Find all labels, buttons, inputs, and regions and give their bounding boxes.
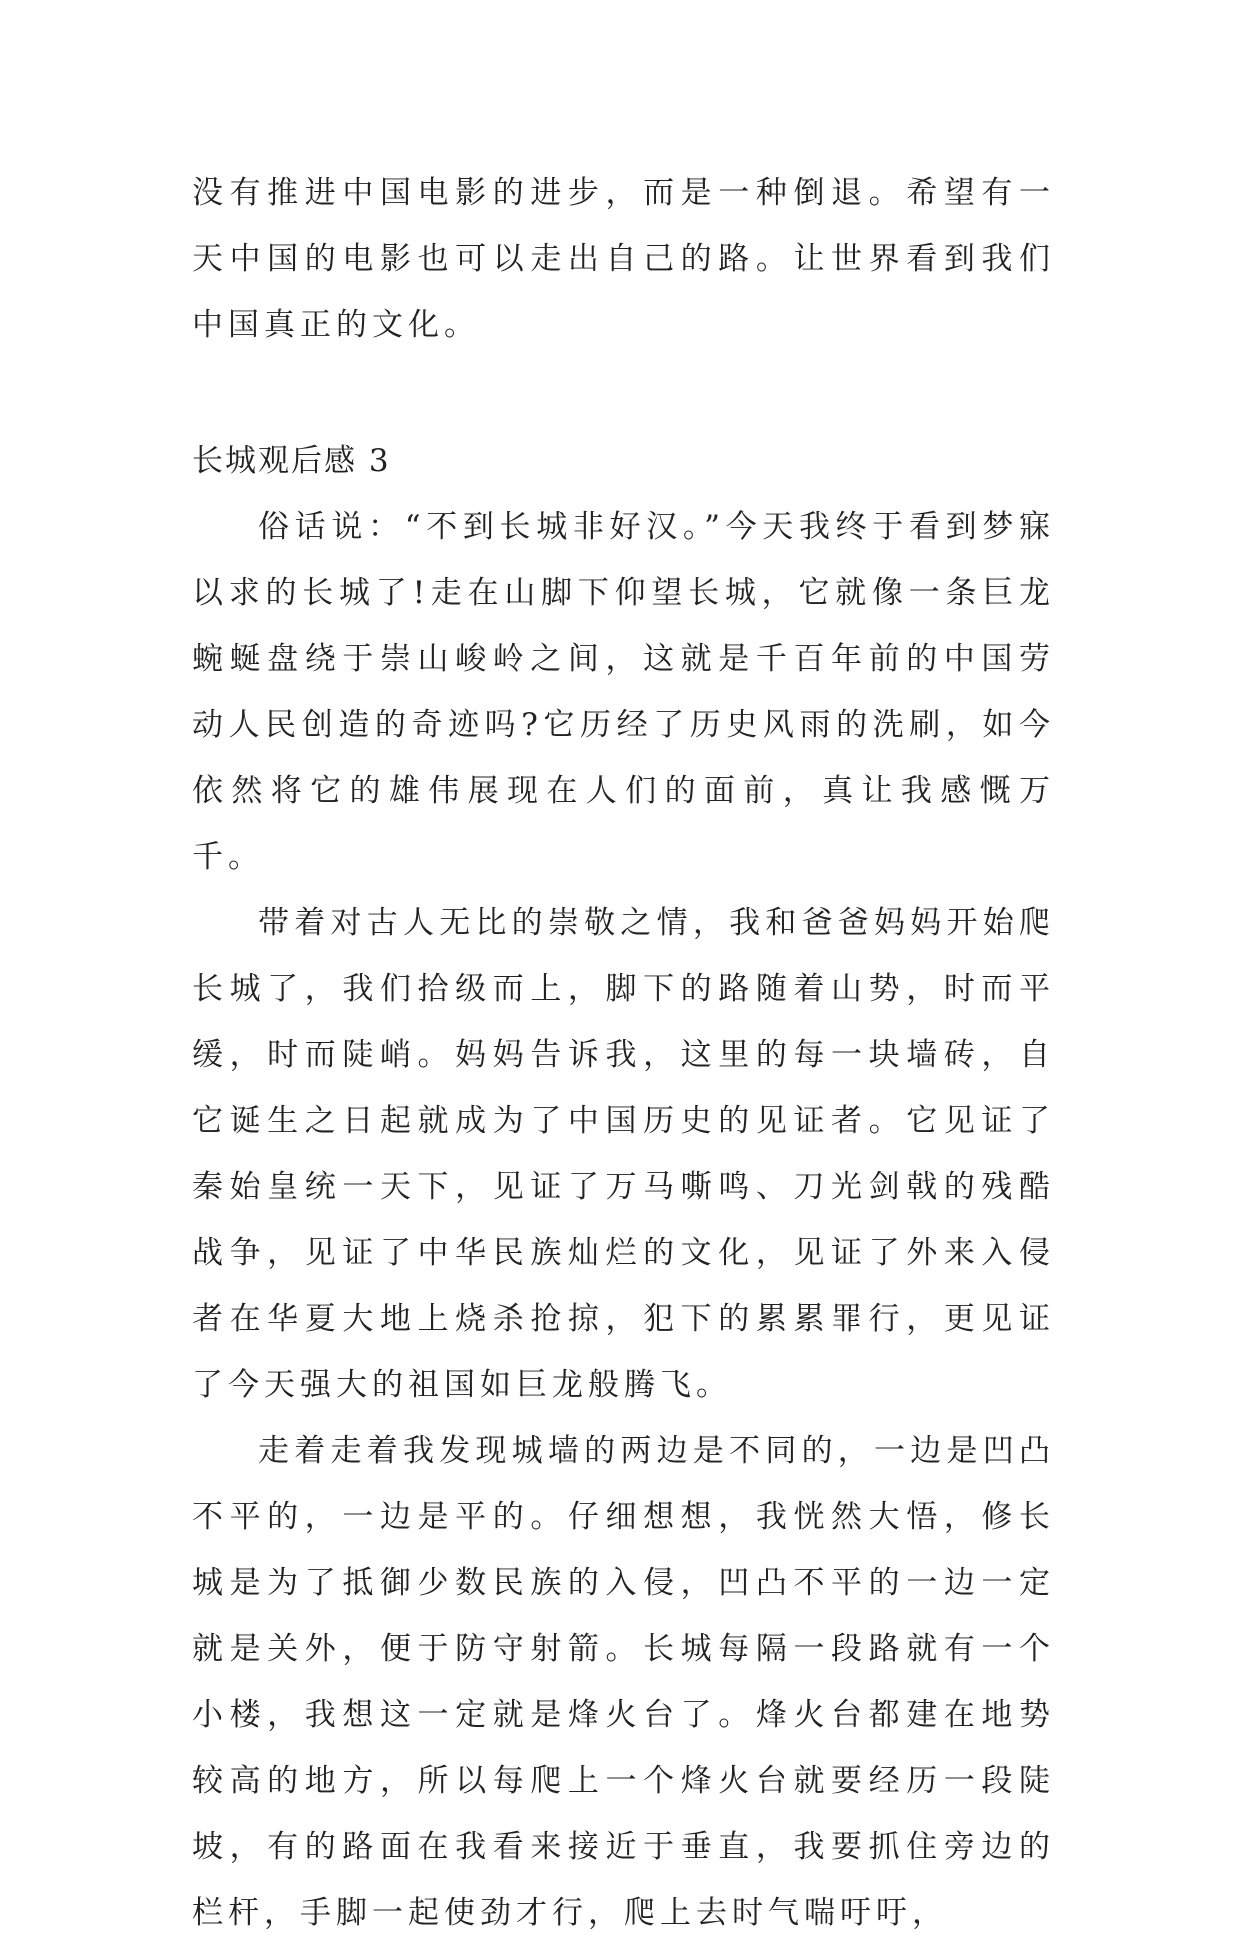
continued-paragraph: 没有推进中国电影的进步，而是一种倒退。希望有一天中国的电影也可以走出自己的路。让世界看到我们中国真正的文化。 (192, 175, 1055, 343)
document-body (192, 160, 1055, 1946)
paragraph-1: 俗话说：“不到长城非好汉。”今天我终于看到梦寐以求的长城了!走在山脚下仰望长城，它就像一条巨龙蜿蜒盘绕于崇山峻岭之间，这就是千百年前的中国劳动人民创造的奇迹吗?它历经了历史风雨的洗刷，如今依然将它的雄伟展现在人们的面前，真让我感慨万千。 (192, 509, 1055, 875)
paragraph-2: 带着对古人无比的崇敬之情，我和爸爸妈妈开始爬长城了，我们拾级而上，脚下的路随着山势，时而平缓，时而陡峭。妈妈告诉我，这里的每一块墙砖，自它诞生之日起就成为了中国历史的见证者。它见证了秦始皇统一天下，见证了万马嘶鸣、刀光剑戟的残酷战争，见证了中华民族灿烂的文化，见证了外来入侵者在华夏大地上烧杀抢掠，犯下的累累罪行，更见证了今天强大的祖国如巨龙般腾飞。 (192, 905, 1055, 1403)
section-title: 长城观后感 3 (192, 443, 391, 479)
paragraph-3: 走着走着我发现城墙的两边是不同的，一边是凹凸不平的，一边是平的。仔细想想，我恍然大悟，修长城是为了抵御少数民族的入侵，凹凸不平的一边一定就是关外，便于防守射箭。长城每隔一段路就有一个小楼，我想这一定就是烽火台了。烽火台都建在地势较高的地方，所以每爬上一个烽火台就要经历一段陡坡，有的路面在我看来接近于垂直，我要抓住旁边的栏杆，手脚一起使劲才行，爬上去时气喘吁吁， (192, 1433, 1055, 1931)
